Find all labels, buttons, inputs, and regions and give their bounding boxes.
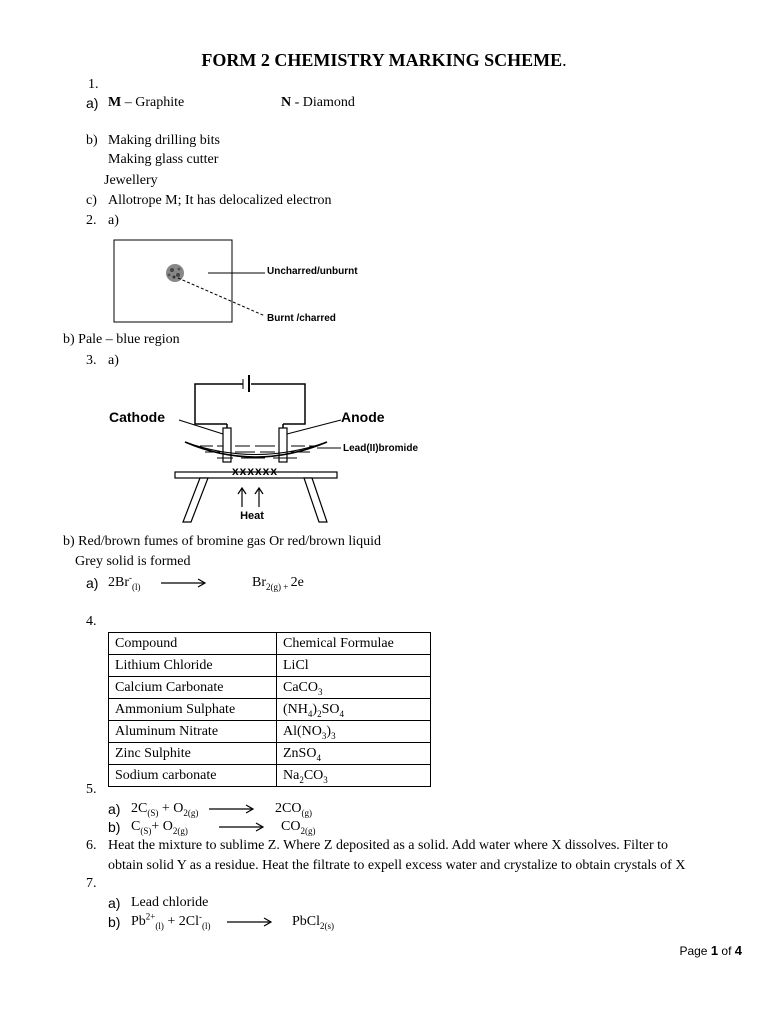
q5a-eq-arrow <box>208 802 256 816</box>
compound-cell: Lithium Chloride <box>109 655 277 677</box>
formula-cell: $Al(NO_3)_3$ <box>277 721 431 743</box>
compound-cell: Sodium carbonate <box>109 765 277 787</box>
q7b-eq-left: $Pb^{2+}_{(l)} + 2Cl^-_{(l)}$ <box>131 911 211 931</box>
molten-liquid-lines <box>200 446 317 458</box>
table-row <box>109 721 431 743</box>
formula-cell: $(NH_4)_2SO_4$ <box>277 699 431 721</box>
pointer-anode <box>287 420 341 434</box>
table-header-row <box>109 633 431 655</box>
label-heat: Heat <box>240 510 264 522</box>
q1c-text: Allotrope M; It has delocalized electron <box>108 193 332 208</box>
label-electrolyte: Lead(II)bromide <box>343 443 419 454</box>
q1a-label: a) <box>86 95 99 111</box>
q3-eq-label: a) <box>86 575 99 591</box>
q3-eq-left: $2Br^-_{(l)}$ <box>108 572 141 592</box>
wire-right <box>251 384 305 424</box>
table-row <box>109 699 431 721</box>
q7b-eq-arrow <box>226 915 274 929</box>
charred-spot <box>166 264 184 282</box>
q7a-label: a) <box>108 895 121 911</box>
q4-number: 4. <box>86 614 97 629</box>
formula-cell: LiCl <box>277 655 431 677</box>
flame-paper-diagram <box>110 236 380 328</box>
q7-number: 7. <box>86 876 97 891</box>
page-footer: Page 1 of 4 <box>679 943 742 958</box>
q1a-m: M – Graphite <box>108 95 185 110</box>
anode-electrode <box>279 428 287 462</box>
q5a-eq-right: $2CO_{(g)}$ <box>275 801 312 818</box>
label-unburnt: Uncharred/unburnt <box>267 266 358 277</box>
q3a-label: a) <box>108 353 119 368</box>
q6-line-1: Heat the mixture to sublime Z. Where Z deposited as a solid. Add water where X dissolves. Filter to <box>108 838 669 853</box>
tripod-leg-left <box>183 478 208 522</box>
label-cathode: Cathode <box>109 409 165 425</box>
formula-cell: $Na_2CO_3$ <box>277 765 431 787</box>
compound-cell: Zinc Sulphite <box>109 743 277 765</box>
flame-crosses: xxxxxx <box>231 464 279 478</box>
compound-cell: Aluminum Nitrate <box>109 721 277 743</box>
formula-cell: ZnSO$_4$ <box>277 743 431 765</box>
q6-number: 6. <box>86 838 97 853</box>
wire-left <box>195 384 243 424</box>
pointer-burnt <box>178 278 265 316</box>
q7b-eq-right: PbCl$_{2(s)}$ <box>292 914 335 931</box>
q7b-label: b) <box>108 914 121 930</box>
header-formula: Chemical Formulae <box>277 633 431 655</box>
compound-cell: Ammonium Sulphate <box>109 699 277 721</box>
q2-number: 2. <box>86 213 97 228</box>
table-row <box>109 765 431 787</box>
tripod-leg-right <box>304 478 327 522</box>
formula-table <box>108 632 431 787</box>
q5-number: 5. <box>86 782 97 797</box>
table-row <box>109 677 431 699</box>
crucible-inner <box>185 442 327 455</box>
page-title: FORM 2 CHEMISTRY MARKING SCHEME. <box>201 50 567 70</box>
q2a-label: a) <box>108 213 119 228</box>
formula-cell: CaCO$_3$ <box>277 677 431 699</box>
q1b-line-2: Making glass cutter <box>108 152 219 167</box>
q7a-text: Lead chloride <box>131 895 209 910</box>
q5b-eq-right: $CO_{2(g)}$ <box>281 819 316 836</box>
cathode-electrode <box>223 428 231 462</box>
header-compound: Compound <box>109 633 277 655</box>
q5b-eq-left: $C_{(S)}+ O_{2(g)}$ <box>131 819 188 836</box>
q3b-line-1: b) Red/brown fumes of bromine gas Or red/brown liquid <box>63 534 382 549</box>
q5a-eq-left: $2C_{(S)} + O_{2(g)}$ <box>131 801 199 818</box>
q1c-label: c) <box>86 193 97 208</box>
q1a-n: N - Diamond <box>281 95 355 110</box>
compound-cell: Calcium Carbonate <box>109 677 277 699</box>
q1b-label: b) <box>86 133 98 148</box>
pointer-cathode <box>179 420 223 434</box>
q3-eq-right: $Br_{2(g)}$ $_+$ 2e <box>252 575 304 592</box>
q5b-eq-arrow <box>218 820 266 834</box>
q3-number: 3. <box>86 353 97 368</box>
q5b-label: b) <box>108 819 121 835</box>
q1-number: 1. <box>88 77 99 92</box>
heat-arrows <box>238 488 263 507</box>
label-burnt: Burnt /charred <box>267 313 336 324</box>
q6-line-2: obtain solid Y as a residue. Heat the filtrate to expell excess water and crystalize to obtain crystals of X <box>108 858 686 873</box>
q2b-text: b) Pale – blue region <box>63 332 180 347</box>
table-row <box>109 743 431 765</box>
electrolysis-diagram <box>105 372 450 527</box>
q3b-line-2: Grey solid is formed <box>75 554 191 569</box>
q3-eq-arrow <box>160 576 208 590</box>
label-anode: Anode <box>341 409 385 425</box>
q1b-line-1: Making drilling bits <box>108 133 220 148</box>
q5a-label: a) <box>108 801 121 817</box>
q1b-line-3: Jewellery <box>104 173 158 188</box>
table-row <box>109 655 431 677</box>
